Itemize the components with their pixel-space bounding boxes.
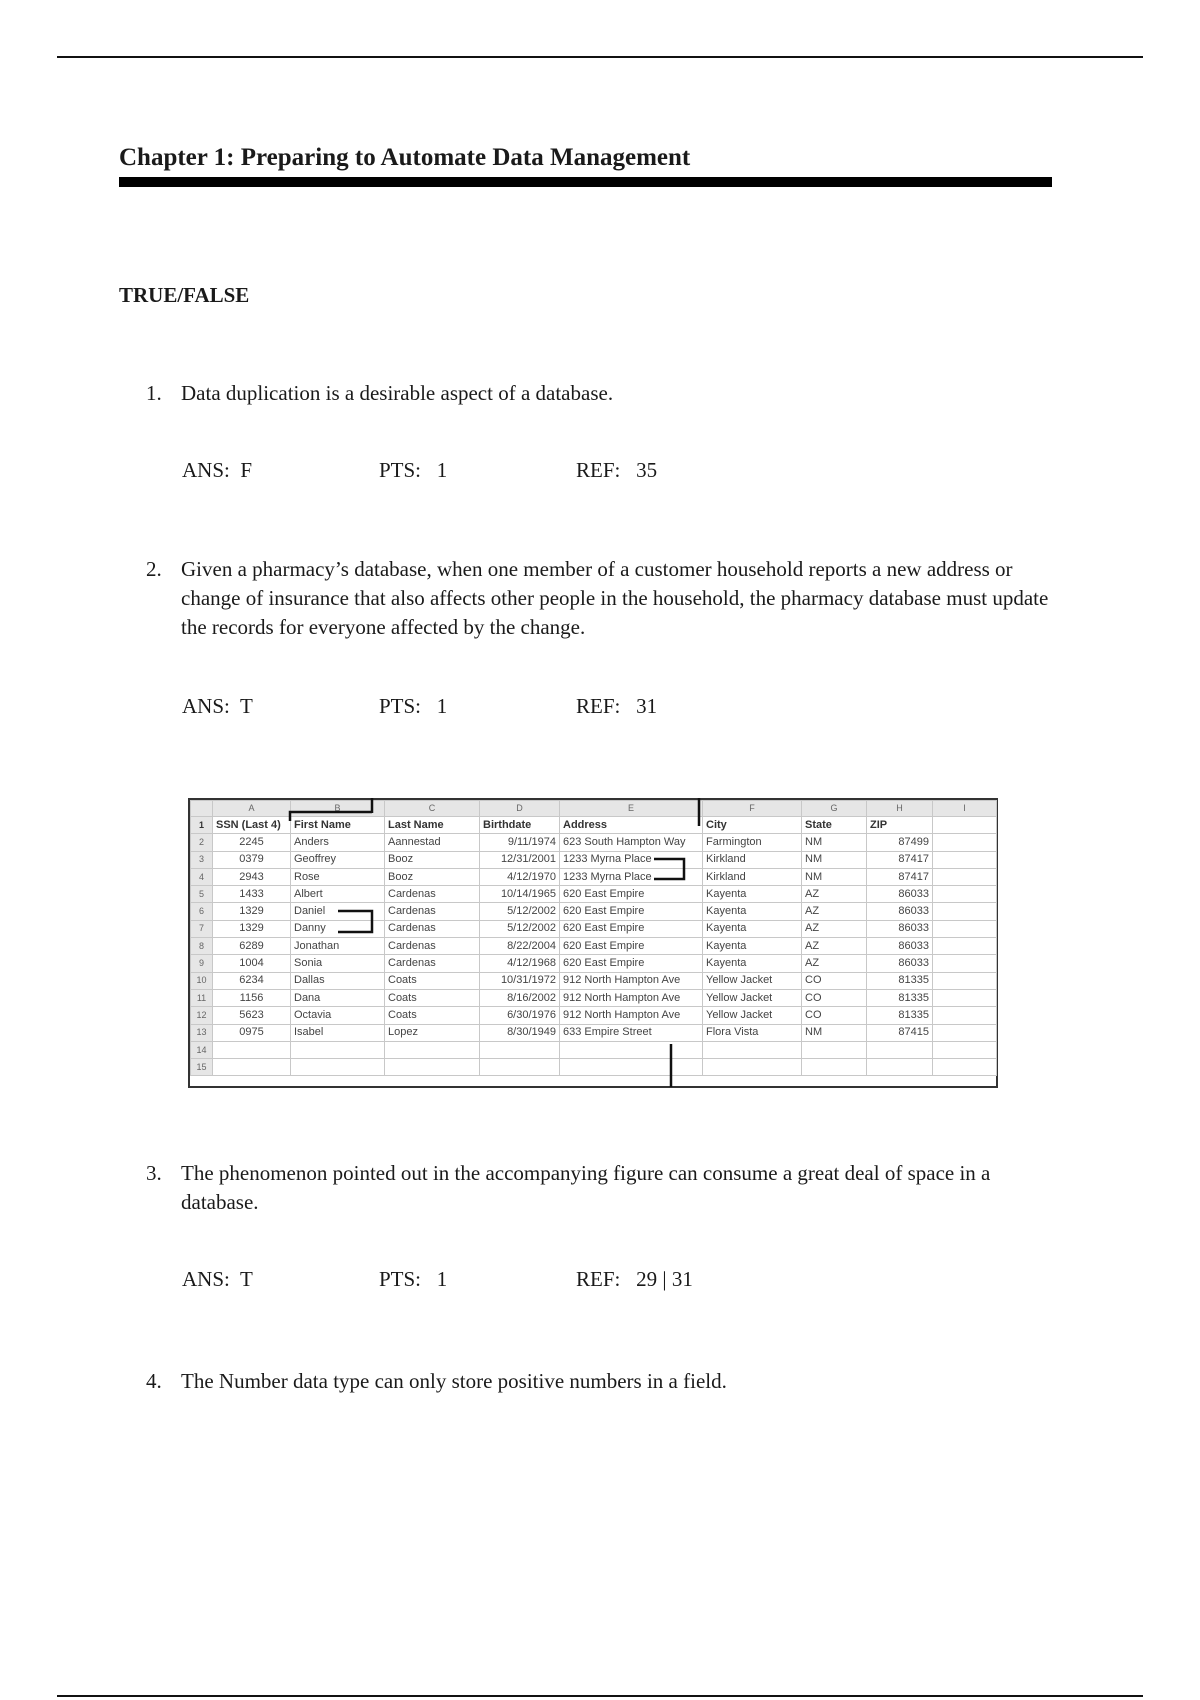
question-text: Given a pharmacy’s database, when one member of a customer household reports a new address or change of insurance that also affects other people in the household, the pharmacy database must update the records for everyone affected by the change. [181, 557, 1049, 639]
answer-field [182, 694, 253, 719]
table-cell: CO [802, 989, 867, 1006]
table-cell: Cardenas [385, 955, 480, 972]
table-cell: 8/22/2004 [480, 938, 560, 955]
row-number: 3 [191, 851, 213, 868]
row-number: 8 [191, 938, 213, 955]
field-header-cell: Address [560, 817, 703, 834]
table-cell: 1233 Myrna Place [560, 868, 703, 885]
pts-label: PTS: [379, 694, 422, 718]
table-cell: 5623 [213, 1007, 291, 1024]
table-cell: 623 South Hampton Way [560, 834, 703, 851]
row-number: 11 [191, 989, 213, 1006]
table-cell: Sonia [291, 955, 385, 972]
points-field [379, 694, 447, 719]
row-number: 7 [191, 920, 213, 937]
table-cell: Kirkland [703, 851, 802, 868]
field-header-cell: City [703, 817, 802, 834]
table-cell: 4/12/1970 [480, 868, 560, 885]
table-cell: 6234 [213, 972, 291, 989]
table-cell: 86033 [867, 903, 933, 920]
table-cell: 620 East Empire [560, 955, 703, 972]
answer-field [182, 458, 252, 483]
table-cell: Coats [385, 989, 480, 1006]
bottom-rule [57, 1695, 1143, 1697]
table-cell: 81335 [867, 1007, 933, 1024]
table-cell: Flora Vista [703, 1024, 802, 1041]
table-cell: Daniel [291, 903, 385, 920]
top-rule [57, 56, 1143, 58]
table-cell: 87415 [867, 1024, 933, 1041]
table-cell: Yellow Jacket [703, 972, 802, 989]
question-text: The Number data type can only store positive numbers in a field. [181, 1369, 727, 1393]
table-cell: Albert [291, 886, 385, 903]
table-cell: AZ [802, 886, 867, 903]
table-cell: 9/11/1974 [480, 834, 560, 851]
table-cell: Geoffrey [291, 851, 385, 868]
answer-row-3 [182, 1267, 693, 1367]
ans-label: ANS: [182, 694, 230, 718]
spreadsheet-figure [188, 798, 998, 1088]
column-letter: F [703, 801, 802, 817]
table-cell: 81335 [867, 989, 933, 1006]
points-field [379, 458, 447, 483]
field-header-cell: State [802, 817, 867, 834]
row-number: 4 [191, 868, 213, 885]
table-cell: 8/16/2002 [480, 989, 560, 1006]
field-header-cell: Last Name [385, 817, 480, 834]
chapter-title-bar [119, 177, 1052, 187]
question-number: 1. [146, 381, 162, 405]
chapter-title: Chapter 1: Preparing to Automate Data Management [119, 144, 691, 171]
table-cell: Cardenas [385, 886, 480, 903]
table-cell: 10/31/1972 [480, 972, 560, 989]
table-cell: Cardenas [385, 903, 480, 920]
table-cell: 12/31/2001 [480, 851, 560, 868]
ans-value: T [239, 694, 253, 718]
table-cell: Yellow Jacket [703, 1007, 802, 1024]
table-cell: Kirkland [703, 868, 802, 885]
row-number: 9 [191, 955, 213, 972]
table-cell: Kayenta [703, 955, 802, 972]
table-cell: 6289 [213, 938, 291, 955]
table-cell: Octavia [291, 1007, 385, 1024]
table-cell: 620 East Empire [560, 903, 703, 920]
callout-bracket-top [290, 812, 372, 821]
row-number: 12 [191, 1007, 213, 1024]
table-cell: 87417 [867, 868, 933, 885]
table-cell: 5/12/2002 [480, 903, 560, 920]
table-cell: Jonathan [291, 938, 385, 955]
row-number: 1 [191, 817, 213, 834]
table-cell: Dana [291, 989, 385, 1006]
table-cell: Anders [291, 834, 385, 851]
pts-label: PTS: [379, 1267, 422, 1291]
table-cell: 620 East Empire [560, 886, 703, 903]
question-text: Data duplication is a desirable aspect of a database. [181, 381, 614, 405]
table-cell: 10/14/1965 [480, 886, 560, 903]
callout-bracket-booz [654, 859, 684, 879]
table-cell: 4/12/1968 [480, 955, 560, 972]
table-cell: 1329 [213, 903, 291, 920]
question-number: 3. [146, 1161, 162, 1185]
pts-value: 1 [436, 694, 448, 718]
column-letter: G [802, 801, 867, 817]
table-cell: 620 East Empire [560, 920, 703, 937]
table-cell: AZ [802, 938, 867, 955]
table-cell: 1329 [213, 920, 291, 937]
pts-label: PTS: [379, 458, 422, 482]
table-cell: NM [802, 1024, 867, 1041]
reference-field [576, 458, 657, 483]
table-cell: 6/30/1976 [480, 1007, 560, 1024]
row-number: 2 [191, 834, 213, 851]
column-letter: H [867, 801, 933, 817]
ans-label: ANS: [182, 458, 230, 482]
column-letter: E [560, 801, 703, 817]
table-cell: Booz [385, 851, 480, 868]
table-cell: CO [802, 972, 867, 989]
table-cell: NM [802, 868, 867, 885]
question-number: 4. [146, 1369, 162, 1393]
question-number: 2. [146, 557, 162, 581]
table-cell: Farmington [703, 834, 802, 851]
table-cell: 5/12/2002 [480, 920, 560, 937]
field-header-cell: SSN (Last 4) [213, 817, 291, 834]
table-cell: 633 Empire Street [560, 1024, 703, 1041]
ans-label: ANS: [182, 1267, 230, 1291]
table-cell: Kayenta [703, 903, 802, 920]
duplication-callout-lines [188, 798, 998, 1098]
table-cell: Rose [291, 868, 385, 885]
table-cell: Coats [385, 972, 480, 989]
answer-row-1 [182, 458, 658, 558]
table-cell: NM [802, 851, 867, 868]
table-cell: 1156 [213, 989, 291, 1006]
table-cell: 0379 [213, 851, 291, 868]
field-header-cell: ZIP [867, 817, 933, 834]
table-cell: Kayenta [703, 938, 802, 955]
reference-field [576, 1267, 693, 1292]
field-header-cell: Birthdate [480, 817, 560, 834]
table-cell: Coats [385, 1007, 480, 1024]
table-cell: Danny [291, 920, 385, 937]
table-cell: 912 North Hampton Ave [560, 1007, 703, 1024]
table-cell: Kayenta [703, 886, 802, 903]
table-cell: 86033 [867, 955, 933, 972]
table-cell: Dallas [291, 972, 385, 989]
column-letter: B [291, 801, 385, 817]
table-cell: 2245 [213, 834, 291, 851]
table-cell: 912 North Hampton Ave [560, 972, 703, 989]
points-field [379, 1267, 447, 1292]
row-number: 6 [191, 903, 213, 920]
table-cell: Booz [385, 868, 480, 885]
table-cell: NM [802, 834, 867, 851]
column-letter: C [385, 801, 480, 817]
column-letter: A [213, 801, 291, 817]
pts-value: 1 [436, 458, 448, 482]
table-cell: 912 North Hampton Ave [560, 989, 703, 1006]
question-text: The phenomenon pointed out in the accompanying figure can consume a great deal of space in a database. [181, 1161, 991, 1214]
row-number: 10 [191, 972, 213, 989]
reference-field [576, 694, 657, 719]
table-cell: 0975 [213, 1024, 291, 1041]
table-cell: 81335 [867, 972, 933, 989]
table-cell: 8/30/1949 [480, 1024, 560, 1041]
answer-row-2 [182, 694, 658, 794]
field-header-cell: First Name [291, 817, 385, 834]
table-cell: Isabel [291, 1024, 385, 1041]
ref-value: 31 [636, 694, 658, 718]
section-heading: TRUE/FALSE [119, 283, 250, 307]
table-cell: AZ [802, 903, 867, 920]
table-cell: Cardenas [385, 920, 480, 937]
pts-value: 1 [436, 1267, 448, 1291]
table-cell: AZ [802, 955, 867, 972]
row-number: 5 [191, 886, 213, 903]
table-cell: 1433 [213, 886, 291, 903]
table-cell: Aannestad [385, 834, 480, 851]
answer-field [182, 1267, 253, 1292]
table-cell: CO [802, 1007, 867, 1024]
ref-label: REF: [576, 1267, 621, 1291]
table-cell: 86033 [867, 886, 933, 903]
row-number: 13 [191, 1024, 213, 1041]
column-letter: I [933, 801, 997, 817]
table-cell: 86033 [867, 938, 933, 955]
row-number: 14 [191, 1041, 213, 1058]
callout-bracket-cardenas [338, 911, 372, 932]
table-cell: 2943 [213, 868, 291, 885]
table-cell: 87417 [867, 851, 933, 868]
table-cell: AZ [802, 920, 867, 937]
ans-value: T [239, 1267, 253, 1291]
table-cell: Cardenas [385, 938, 480, 955]
table-cell: 1004 [213, 955, 291, 972]
table-cell: Lopez [385, 1024, 480, 1041]
column-letter: D [480, 801, 560, 817]
table-cell: 620 East Empire [560, 938, 703, 955]
ref-label: REF: [576, 694, 621, 718]
ans-value: F [240, 458, 253, 482]
row-number: 15 [191, 1059, 213, 1076]
table-cell: 1233 Myrna Place [560, 851, 703, 868]
ref-value: 35 [636, 458, 658, 482]
table-cell: 87499 [867, 834, 933, 851]
table-cell: Yellow Jacket [703, 989, 802, 1006]
ref-value: 29 | 31 [636, 1267, 693, 1291]
ref-label: REF: [576, 458, 621, 482]
table-cell: 86033 [867, 920, 933, 937]
table-cell: Kayenta [703, 920, 802, 937]
